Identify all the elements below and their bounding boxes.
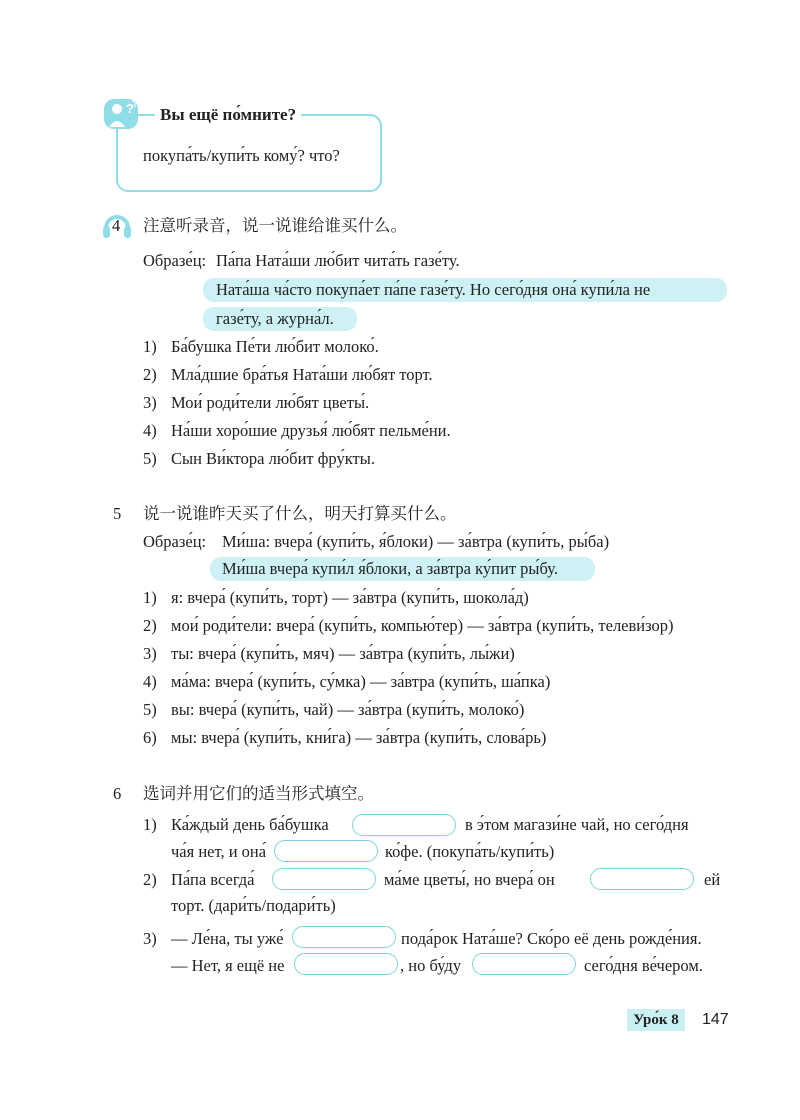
exercise-5-answer: Ми́ша вчера́ купи́л я́блоки, а за́втра ку́пит ры́бу. <box>222 559 558 578</box>
exercise-4-sample-label: Образе́ц: <box>143 251 207 270</box>
list-item: 5) Сын Ви́ктора лю́бит фру́кты. <box>143 449 375 468</box>
exercise-6-instruction: 选词并用它们的适当形式填空。 <box>143 784 374 803</box>
exercise-5-instruction: 说一说谁昨天买了什么，明天打算买什么。 <box>143 504 457 523</box>
fill-in-blank[interactable] <box>294 953 398 975</box>
list-item: 3) Мои́ роди́тели лю́бят цветы́. <box>143 393 370 412</box>
list-item: 2) Мла́дшие бра́тья Ната́ши лю́бят торт. <box>143 365 433 384</box>
item-3-text-e: сего́дня ве́чером. <box>584 956 703 975</box>
item-1-text-c: ча́я нет, и она́ <box>171 842 267 861</box>
exercise-5-sample-label: Образе́ц: <box>143 532 207 551</box>
reminder-title: Вы ещё по́мните? <box>155 105 301 125</box>
svg-text:?: ? <box>126 101 134 116</box>
fill-in-blank[interactable] <box>274 840 378 862</box>
fill-in-blank[interactable] <box>472 953 576 975</box>
item-2-text-b: ма́ме цветы́, но вчера́ он <box>384 870 555 889</box>
list-item: 4) На́ши хоро́шие друзья́ лю́бят пельме́ни. <box>143 421 451 440</box>
exercise-4-answer-line2: газе́ту, а журна́л. <box>216 309 334 328</box>
item-2-text-a: Па́па всегда́ <box>171 870 255 889</box>
fill-in-blank[interactable] <box>590 868 694 890</box>
exercise-6-number: 6 <box>113 784 122 803</box>
item-3-text-b: пода́рок Ната́ше? Ско́ро её день рожде́ния. <box>401 929 702 948</box>
fill-in-blank[interactable] <box>292 926 396 948</box>
question-person-icon <box>104 95 148 131</box>
item-3-number: 3) <box>143 929 157 948</box>
lesson-badge: Уро́к 8 <box>627 1009 685 1031</box>
list-item: 1) я: вчера́ (купи́ть, торт) — за́втра (купи́ть, шокола́д) <box>143 588 529 607</box>
item-1-text-d: ко́фе. (покупа́ть/купи́ть) <box>385 842 555 861</box>
page-number: 147 <box>702 1011 729 1028</box>
fill-in-blank[interactable] <box>272 868 376 890</box>
list-item: 6) мы: вчера́ (купи́ть, кни́га) — за́втра (купи́ть, слова́рь) <box>143 728 547 747</box>
item-3-text-d: , но бу́ду <box>400 956 462 975</box>
list-item: 4) ма́ма: вчера́ (купи́ть, су́мка) — за́втра (купи́ть, ша́пка) <box>143 672 551 691</box>
exercise-5-number: 5 <box>113 504 122 523</box>
item-2-text-c: ей <box>704 870 721 889</box>
item-3-text-a: — Ле́на, ты уже́ <box>171 929 284 948</box>
reminder-text: покупа́ть/купи́ть кому́? что? <box>143 146 340 165</box>
list-item: 5) вы: вчера́ (купи́ть, чай) — за́втра (купи́ть, молоко́) <box>143 700 525 719</box>
exercise-4-answer-line1: Ната́ша ча́сто покупа́ет па́пе газе́ту. Но сего́дня она́ купи́ла не <box>216 280 651 299</box>
list-item: 1) Ба́бушка Пе́ти лю́бит молоко́. <box>143 337 379 356</box>
svg-text:?: ? <box>132 99 139 110</box>
exercise-4-instruction: 注意听录音，说一说谁给谁买什么。 <box>143 216 407 235</box>
list-item: 2) мои́ роди́тели: вчера́ (купи́ть, компью́тер) — за́втра (купи́ть, телеви́зор) <box>143 616 674 635</box>
exercise-5-sample-text: Ми́ша: вчера́ (купи́ть, я́блоки) — за́втра (купи́ть, ры́ба) <box>222 532 610 551</box>
list-item: 3) ты: вчера́ (купи́ть, мяч) — за́втра (купи́ть, лы́жи) <box>143 644 515 663</box>
item-1-number: 1) <box>143 815 157 834</box>
item-1-text-a: Ка́ждый день ба́бушка <box>171 815 329 834</box>
exercise-4-number: 4 <box>112 216 121 235</box>
fill-in-blank[interactable] <box>352 814 456 836</box>
exercise-4-sample-text: Па́па Ната́ши лю́бит чита́ть газе́ту. <box>216 251 460 270</box>
item-1-text-b: в э́том магази́не чай, но сего́дня <box>465 815 689 834</box>
item-3-text-c: — Нет, я ещё не <box>171 956 285 975</box>
item-2-number: 2) <box>143 870 157 889</box>
item-2-text-d: торт. (дари́ть/подари́ть) <box>171 896 336 915</box>
